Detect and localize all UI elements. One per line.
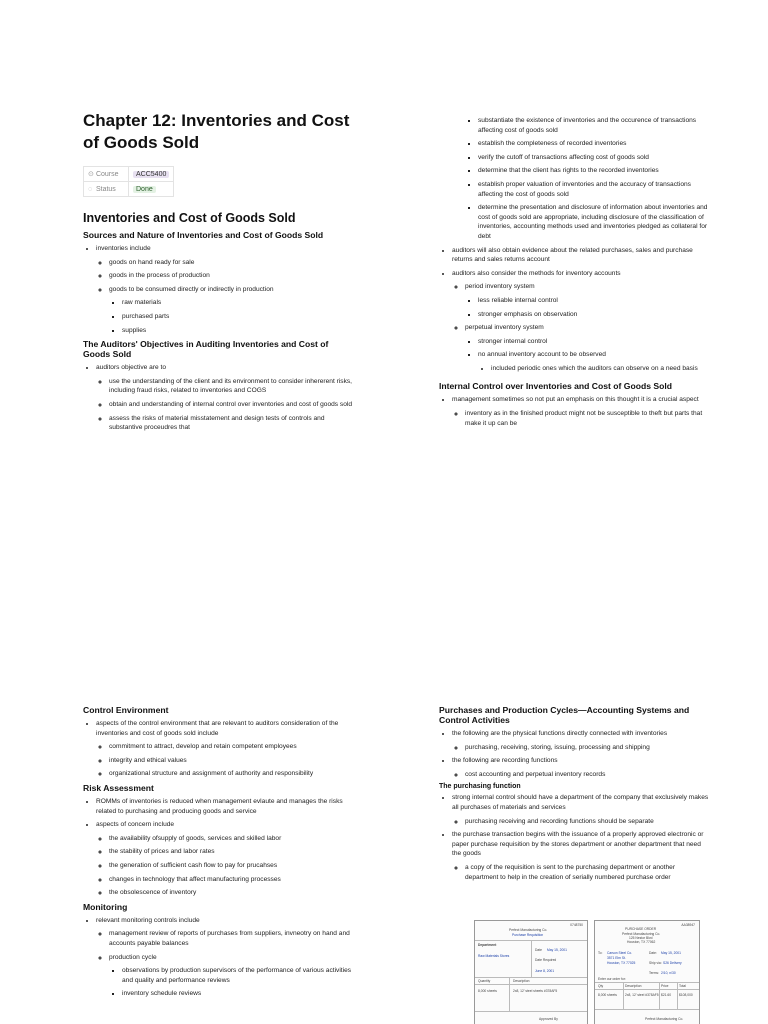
list-item: ▪ inventory schedule reviews [122, 989, 353, 999]
list-item: ◦ obtain and understanding of internal control over inventories and cost of goods sold [109, 400, 353, 410]
page-2 [0, 512, 768, 1024]
list-item: ◦ the generation of sufficient cash flow to pay for prucahses [109, 861, 353, 871]
control-environment-list [83, 719, 353, 779]
course-label: Course [95, 171, 119, 178]
list-item: ◦ purchasing, receiving, storing, issuing, processing and shipping [465, 743, 709, 753]
list-item: ◦ the stability of prices and labor rates [109, 847, 353, 857]
list-item: • management sometimes so not put an emphasis on this thought it is a crucial aspect ◦ inventory as in the finished product might not be susceptible to theft but parts that make it up can be [452, 395, 709, 428]
list-item: ◦ purchasing receiving and recording functions should be separate [465, 817, 709, 827]
list-item: • the following are recording functions ◦ cost accounting and perpetual inventory records [452, 756, 709, 779]
heading-inventories: Inventories and Cost of Goods Sold [83, 211, 296, 225]
list-item: ◦ organizational structure and assignment of authority and responsibility [109, 769, 353, 779]
list-item: ◦ goods in the process of production [109, 271, 353, 281]
heading-purchasing-function: The purchasing function [439, 783, 521, 791]
page-title: Chapter 12: Inventories and Cost of Goods Sold [83, 111, 350, 152]
page-1-right-column [439, 112, 709, 432]
list-item: • ROMMs of inventories is reduced when management evlaute and manages the risks related to purchasing and producing goods and service [96, 797, 353, 816]
page-1-left-column [83, 110, 353, 437]
objectives-list [83, 363, 353, 433]
properties-table [83, 166, 174, 197]
list-item: • auditors also consider the methods for inventory accounts ◦ period inventory system ▪ less reliable internal control ▪ stronger emphasis on observation ◦ perpetual inventory system ▪ stronger internal control ▪ no annual inventory account to be observed • included periodic ones which the auditors can observe on a need basis [452, 269, 709, 374]
course-tag[interactable]: ACC5400 [133, 171, 169, 178]
list-item: ▪ less reliable internal control [478, 296, 709, 306]
list-item: ◦ changes in technology that affect manufacturing processes [109, 875, 353, 885]
purchase-requisition-form: 0748750 Perfect Manufacturing Co. Purchase Requisition Department Raw Materials Stores Date May 15, 2001 Date Required June 8, 2001 Quantity Description 8,000 sheets 2x8, 12' steel sheets #378AF5 Approved By [474, 920, 588, 1024]
risk-list [83, 797, 353, 898]
list-item: • aspects of concern include ◦ the availability ofsupply of goods, services and skilled labor ◦ the stability of prices and labor rates ◦ the generation of sufficient cash flow to pay for prucahses ◦ changes in technology that affect manufacturing processes ◦ the obsolescence of inventory [96, 820, 353, 898]
list-item: • auditors will also obtain evidence about the related purchases, sales and purchase returns and sales returns account [452, 246, 709, 265]
property-row-course [84, 167, 174, 182]
list-item: ▪ purchased parts [122, 312, 353, 322]
list-item: ◦ management review of reports of purchases from suppliers, invneotry on hand and accounts payable balances [109, 929, 353, 948]
list-item: ▪ substantiate the existence of inventories and the occurence of transactions affecting cost of goods sold [478, 116, 709, 135]
heading-monitoring: Monitoring [83, 901, 128, 912]
heading-purchases-production: Purchases and Production Cycles—Accounting Systems and Control Activities [439, 705, 690, 725]
purchasing-function-list [439, 793, 709, 882]
list-item: • the purchase transaction begins with the issuance of a properly approved electronic or paper purchase requisition by the stores department or another department that need the goods ◦ a copy of the requisition is sent to the purchasing department or another department to help in the creation of serially numbered purchase order [452, 830, 709, 882]
list-item: ◦ the availability ofsupply of goods, services and skilled labor [109, 834, 353, 844]
property-row-status [84, 182, 174, 197]
status-icon: ◌ [88, 185, 93, 193]
heading-risk-assessment: Risk Assessment [83, 782, 154, 793]
heading-objectives: The Auditors' Objectives in Auditing Inventories and Cost of Goods Sold [83, 339, 329, 360]
heading-sources: Sources and Nature of Inventories and Cost of Goods Sold [83, 230, 324, 240]
list-item: • included periodic ones which the auditors can observe on a need basis [491, 364, 709, 374]
list-item: ▪ establish the completeness of recorded inventories [478, 139, 709, 149]
list-item: ◦ integrity and ethical values [109, 756, 353, 766]
list-item: ◦ period inventory system ▪ less reliable internal control ▪ stronger emphasis on observation [465, 282, 709, 319]
page-2-left-column [83, 705, 353, 1003]
list-item: ◦ commitment to attract, develop and retain competent employees [109, 742, 353, 752]
list-item: ◦ cost accounting and perpetual inventory records [465, 770, 709, 780]
status-tag[interactable]: Done [133, 186, 156, 193]
purchase-documents-image [474, 920, 700, 1024]
course-icon: ⊙ [88, 171, 94, 178]
list-item: ◦ goods on hand ready for sale [109, 258, 353, 268]
list-item: ▪ no annual inventory account to be observed • included periodic ones which the auditors can observe on a need basis [478, 350, 709, 373]
list-item: ◦ assess the risks of material misstatement and design tests of controls and substantive proceudres that [109, 414, 353, 433]
list-item: ▪ determine that the client has rights to the recorded inventories [478, 166, 709, 176]
heading-internal-control: Internal Control over Inventories and Cost of Goods Sold [439, 381, 673, 392]
list-item: ◦ a copy of the requisition is sent to the purchasing department or another department to help in the creation of serially numbered purchase order [465, 863, 709, 882]
list-item: ◦ production cycle ▪ observations by production supervisors of the performance of various activities and quality and performance reviews ▪ inventory schedule reviews [109, 953, 353, 999]
status-label: Status [95, 185, 116, 193]
list-item: • aspects of the control environment that are relevant to auditors consideration of the inventories and cost of goods sold include ◦ commitment to attract, develop and retain competent employees ◦ integrity and ethical values ◦ organizational structure and assignment of authority and responsibility [96, 719, 353, 779]
purchase-order-form: AA38947 PURCHASE ORDER Perfect Manufacturing Co. 125 Nestor Blvd Houston, TX 77062 To: Carson Steel Co. 3571 Elm St. Houston, TX 77025 Date: May 15, 2001 Ship via: S26 Delivery Terms: 2/10, n/30 Enter our order for: Qty Description Price Total 8,000 sheets 2x8, 12' steel #378AF5 $21.60 $108,000 Perfect Manufacturing Co. [594, 920, 700, 1024]
list-item: • the following are the physical functions directly connected with inventories ◦ purchasing, receiving, storing, issuing, processing and shipping [452, 729, 709, 752]
list-item: ▪ observations by production supervisors of the performance of various activities and quality and performance reviews [122, 966, 353, 985]
list-item: ▪ raw materials [122, 298, 353, 308]
list-item: • relevant monitoring controls include ◦ management review of reports of purchases from suppliers, invneotry on hand and accounts payable balances ◦ production cycle ▪ observations by production supervisors of the performance of various activities and quality and performance reviews ▪ inventory schedule reviews [96, 916, 353, 999]
list-item: ◦ inventory as in the finished product might not be susceptible to theft but parts that make it up can be [465, 409, 709, 428]
list-item: ◦ the obsolescence of inventory [109, 888, 353, 898]
list-item: ◦ perpetual inventory system ▪ stronger internal control ▪ no annual inventory account to be observed • included periodic ones which the auditors can observe on a need basis [465, 323, 709, 373]
list-item: ▪ supplies [122, 326, 353, 336]
list-item: • inventories include ◦ goods on hand ready for sale ◦ goods in the process of production ◦ goods to be consumed directly or indirectly in production ▪ raw materials ▪ purchased parts ▪ supplies [96, 244, 353, 335]
list-item: ▪ stronger internal control [478, 337, 709, 347]
list-item: • auditors objective are to ◦ use the understanding of the client and its environment to consider inhererent risks, including fraud risks, related to inventories and COGS ◦ obtain and understanding of internal control over inventories and cost of goods sold ◦ assess the risks of material misstatement and design tests of controls and substantive proceudres that [96, 363, 353, 433]
page-2-right-column [439, 705, 709, 886]
monitoring-list [83, 916, 353, 999]
list-item: ▪ verify the cutoff of transactions affecting cost of goods sold [478, 153, 709, 163]
list-item: ◦ use the understanding of the client and its environment to consider inhererent risks, including fraud risks, related to inventories and COGS [109, 377, 353, 396]
purchases-list [439, 729, 709, 779]
list-item: ◦ goods to be consumed directly or indirectly in production ▪ raw materials ▪ purchased parts ▪ supplies [109, 285, 353, 335]
sources-list [83, 244, 353, 335]
list-item: ▪ establish proper valuation of inventories and the accuracy of transactions affecting the cost of goods sold [478, 180, 709, 199]
objectives-sublist [465, 116, 709, 242]
list-item: ▪ determine the presentation and disclosure of information about inventories and cost of goods sold are appropriate, including disclosure of the classification of inventories, accounting methods used and inventories pledged as collateral for debt [478, 203, 709, 241]
heading-control-environment: Control Environment [83, 705, 169, 715]
internal-control-list [439, 395, 709, 428]
list-item: ▪ stronger emphasis on observation [478, 310, 709, 320]
list-item: • strong internal control should have a department of the company that exclusively makes all purchases of materials and services ◦ purchasing receiving and recording functions should be separate [452, 793, 709, 826]
methods-list [439, 246, 709, 374]
